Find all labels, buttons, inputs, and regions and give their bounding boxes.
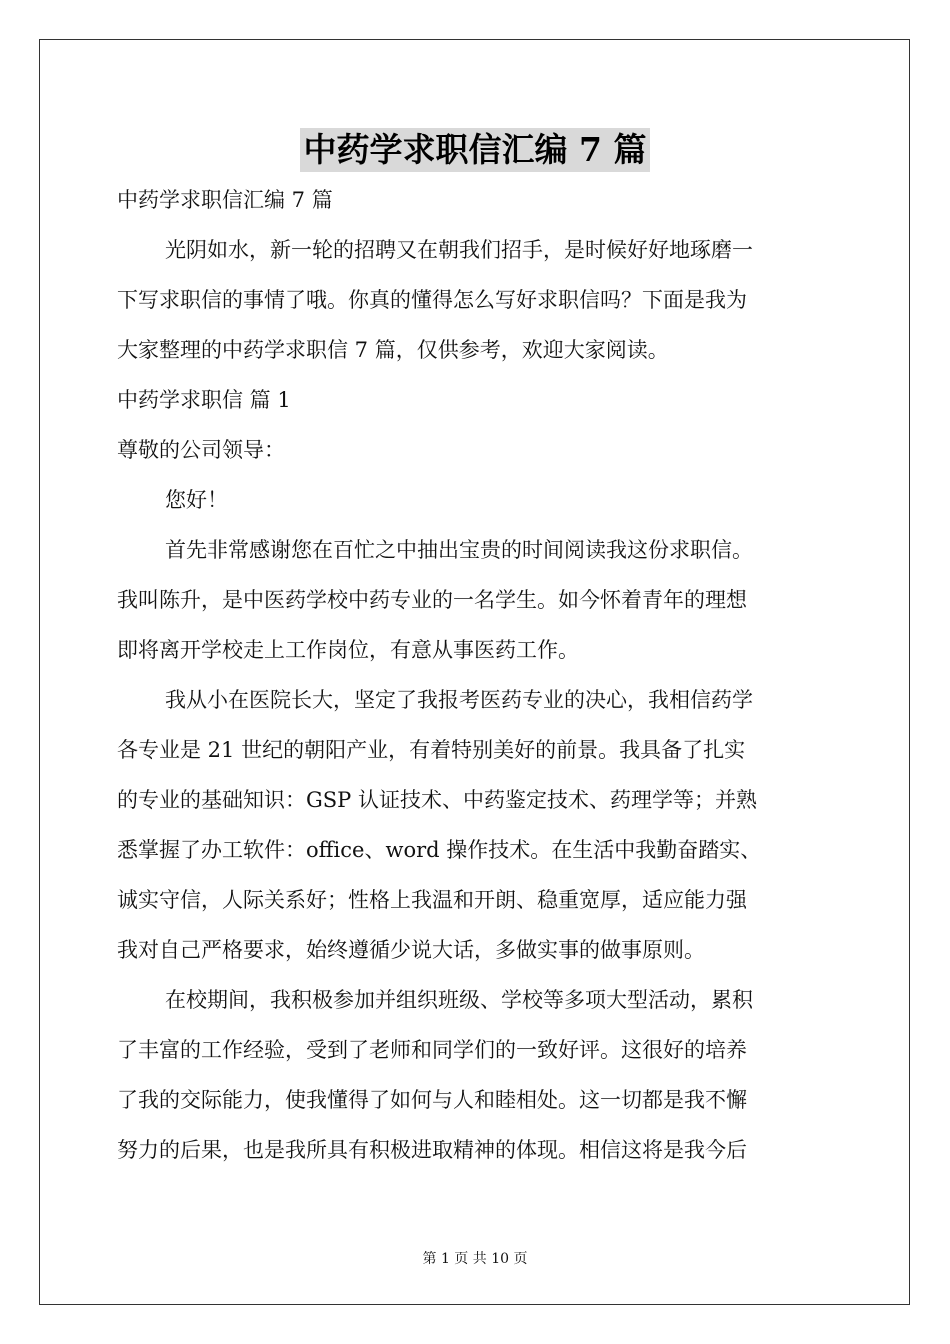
subtitle-line: 中药学求职信汇编 7 篇: [117, 188, 333, 212]
paragraph-line: 下写求职信的事情了哦。你真的懂得怎么写好求职信吗？下面是我为: [117, 288, 747, 312]
paragraph-line: 诚实守信，人际关系好；性格上我温和开朗、稳重宽厚，适应能力强: [117, 888, 747, 912]
greeting: 您好！: [165, 488, 228, 512]
paragraph-line: 首先非常感谢您在百忙之中抽出宝贵的时间阅读我这份求职信。: [165, 538, 753, 562]
paragraph-line: 的专业的基础知识：GSP 认证技术、中药鉴定技术、药理学等；并熟: [117, 788, 757, 812]
document-title: 中药学求职信汇编 7 篇: [300, 128, 651, 172]
paragraph-line: 大家整理的中药学求职信 7 篇，仅供参考，欢迎大家阅读。: [117, 338, 669, 362]
paragraph-line: 努力的后果，也是我所具有积极进取精神的体现。相信这将是我今后: [117, 1138, 747, 1162]
paragraph-line: 光阴如水，新一轮的招聘又在朝我们招手，是时候好好地琢磨一: [165, 238, 753, 262]
paragraph-line: 在校期间，我积极参加并组织班级、学校等多项大型活动，累积: [165, 988, 753, 1012]
paragraph-line: 我对自己严格要求，始终遵循少说大话，多做实事的做事原则。: [117, 938, 705, 962]
page-footer: 第 1 页 共 10 页: [422, 1251, 528, 1267]
paragraph-line: 了丰富的工作经验，受到了老师和同学们的一致好评。这很好的培养: [117, 1038, 747, 1062]
title-container: [0, 128, 950, 172]
section-heading: 中药学求职信 篇 1: [117, 388, 291, 412]
paragraph-line: 即将离开学校走上工作岗位，有意从事医药工作。: [117, 638, 579, 662]
paragraph-line: 我从小在医院长大，坚定了我报考医药专业的决心，我相信药学: [165, 688, 753, 712]
paragraph-line: 我叫陈升，是中医药学校中药专业的一名学生。如今怀着青年的理想: [117, 588, 747, 612]
salutation: 尊敬的公司领导：: [117, 438, 285, 462]
paragraph-line: 悉掌握了办工软件：office、word 操作技术。在生活中我勤奋踏实、: [117, 838, 762, 862]
page-border: [39, 39, 910, 1305]
paragraph-line: 各专业是 21 世纪的朝阳产业，有着特别美好的前景。我具备了扎实: [117, 738, 746, 762]
paragraph-line: 了我的交际能力，使我懂得了如何与人和睦相处。这一切都是我不懈: [117, 1088, 747, 1112]
